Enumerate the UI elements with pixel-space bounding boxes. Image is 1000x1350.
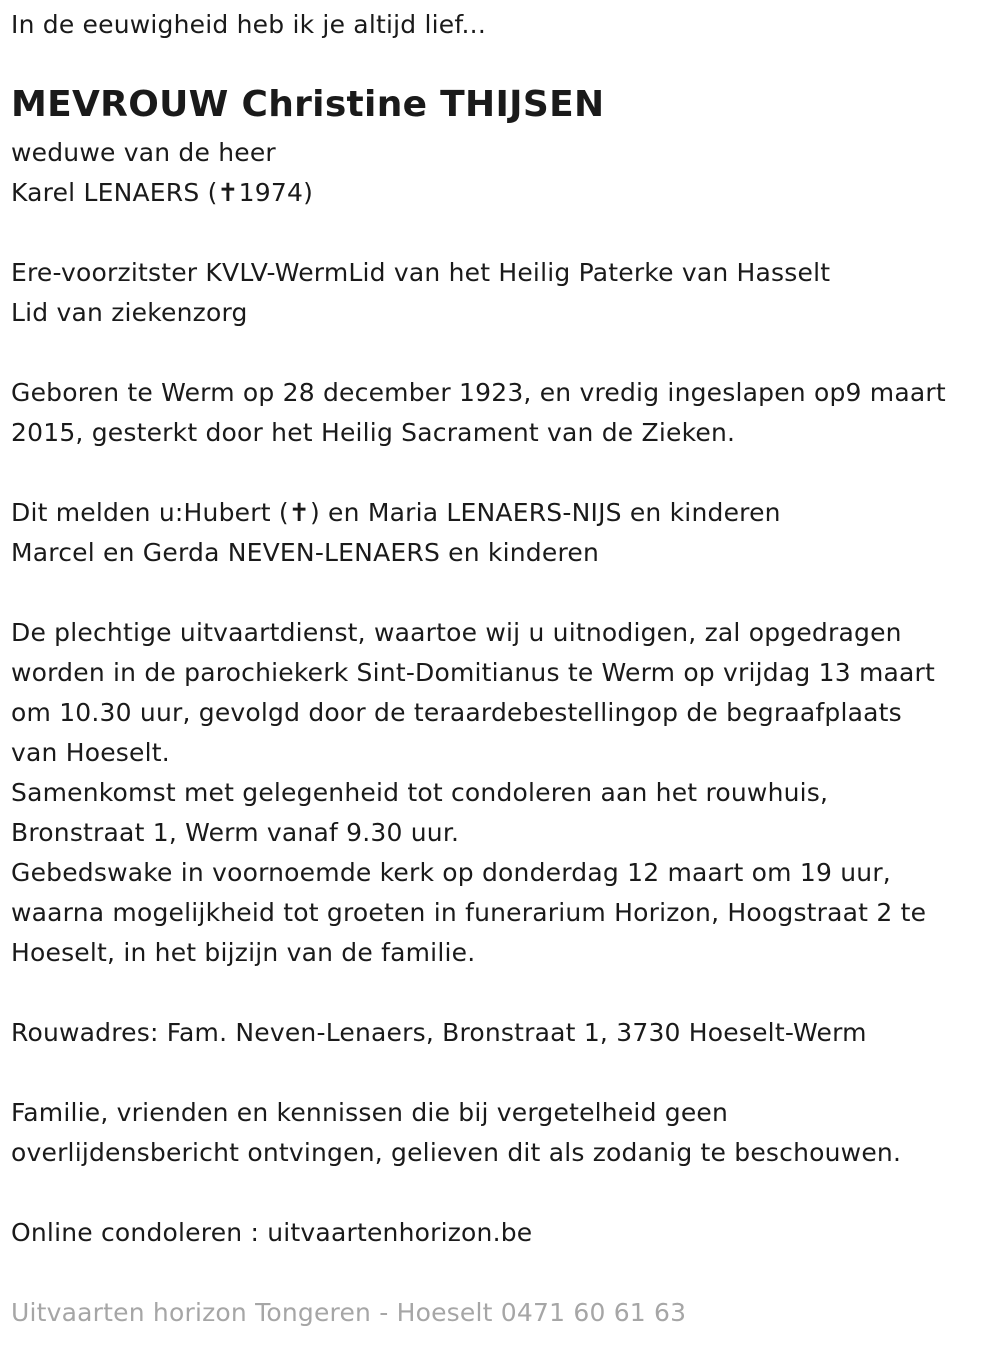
- family-line-2: Marcel en Gerda NEVEN-LENAERS en kinderen: [11, 538, 600, 567]
- online-condolence: Online condoleren : uitvaartenhorizon.be: [11, 1218, 533, 1247]
- notice-line-1: Familie, vrienden en kennissen die bij vergetelheid geen: [11, 1098, 729, 1127]
- service-line-9: Hoeselt, in het bijzijn van de familie.: [11, 938, 476, 967]
- birth-death-line-2: 2015, gesterkt door het Heilig Sacrament van de Zieken.: [11, 418, 736, 447]
- spouse-line-2: Karel LENAERS (✝1974): [11, 178, 314, 207]
- service-line-2: worden in de parochiekerk Sint-Domitianus te Werm op vrijdag 13 maart: [11, 658, 936, 687]
- roles-line-1: Ere-voorzitster KVLV-WermLid van het Heilig Paterke van Hasselt: [11, 258, 831, 287]
- funeral-home-footer: Uitvaarten horizon Tongeren - Hoeselt 0471 60 61 63: [11, 1298, 687, 1327]
- roles-line-2: Lid van ziekenzorg: [11, 298, 248, 327]
- service-line-7: Gebedswake in voornoemde kerk op donderdag 12 maart om 19 uur,: [11, 858, 891, 887]
- family-line-1: Dit melden u:Hubert (✝) en Maria LENAERS-NIJS en kinderen: [11, 498, 781, 527]
- spouse-line-1: weduwe van de heer: [11, 138, 276, 167]
- birth-death-line-1: Geboren te Werm op 28 december 1923, en vredig ingeslapen op9 maart: [11, 378, 946, 407]
- service-line-1: De plechtige uitvaartdienst, waartoe wij u uitnodigen, zal opgedragen: [11, 618, 902, 647]
- deceased-name: MEVROUW Christine THIJSEN: [11, 84, 605, 125]
- service-line-4: van Hoeselt.: [11, 738, 170, 767]
- service-line-6: Bronstraat 1, Werm vanaf 9.30 uur.: [11, 818, 460, 847]
- motto: In de eeuwigheid heb ik je altijd lief...: [11, 10, 486, 39]
- service-line-5: Samenkomst met gelegenheid tot condoleren aan het rouwhuis,: [11, 778, 829, 807]
- service-line-3: om 10.30 uur, gevolgd door de teraardebestellingop de begraafplaats: [11, 698, 902, 727]
- notice-line-2: overlijdensbericht ontvingen, gelieven dit als zodanig te beschouwen.: [11, 1138, 902, 1167]
- service-line-8: waarna mogelijkheid tot groeten in funerarium Horizon, Hoogstraat 2 te: [11, 898, 927, 927]
- mourning-address: Rouwadres: Fam. Neven-Lenaers, Bronstraat 1, 3730 Hoeselt-Werm: [11, 1018, 867, 1047]
